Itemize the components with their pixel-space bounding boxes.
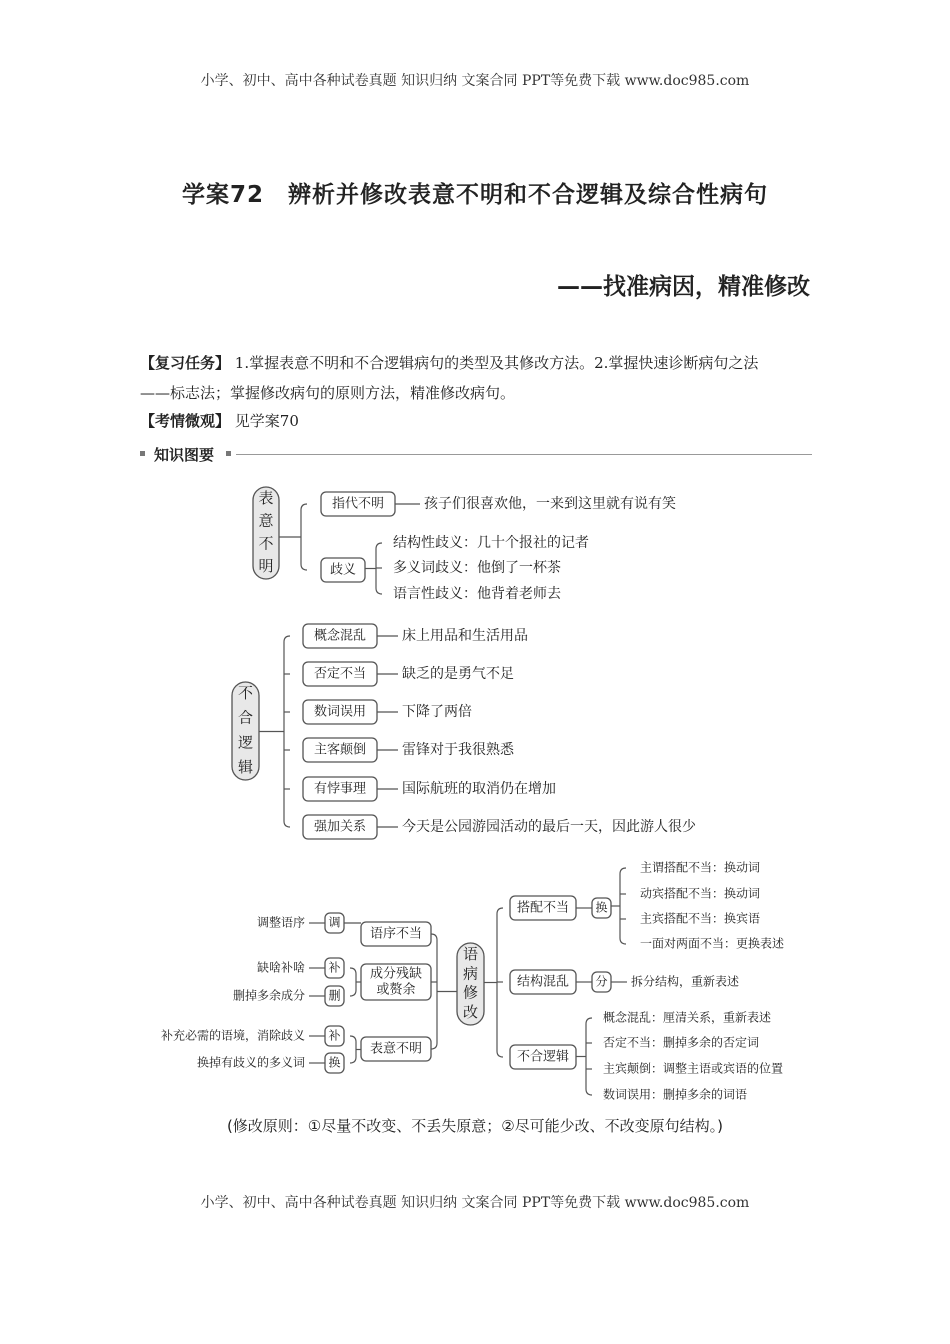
g2-item-text: 有悖事理 xyxy=(313,781,367,797)
g2-item-text: 强加关系 xyxy=(313,819,367,835)
connector-line xyxy=(350,1036,356,1063)
g3-action-text: 换 xyxy=(595,900,608,915)
g3-right-leaf: 拆分结构，重新表述 xyxy=(631,974,740,989)
connector-line xyxy=(620,868,626,944)
g3-action-text: 调 xyxy=(328,915,341,930)
g2-root-text: 合 xyxy=(237,708,254,727)
g3-center-text: 语 xyxy=(462,945,479,963)
g3-center-text: 病 xyxy=(462,964,479,983)
revision-principle: (修改原则：①尽量不改变、不丢失原意；②尽可能少改、不改变原句结构。) xyxy=(226,1117,724,1135)
section-label: 知识图要 xyxy=(154,446,215,464)
g3-left-group-text: 或赘余 xyxy=(376,982,416,998)
page-subtitle: ——找准病因，精准修改 xyxy=(557,274,810,300)
page-header: 小学、初中、高中各种试卷真题 知识归纳 文案合同 PPT等免费下载 www.doc985.com xyxy=(200,73,750,89)
g3-action-text: 换 xyxy=(328,1055,341,1070)
g3-right-group-text: 不合逻辑 xyxy=(516,1049,570,1065)
g3-left-group-text: 表意不明 xyxy=(369,1041,423,1057)
g1-branch2-text: 歧义 xyxy=(329,562,357,578)
review-line1: 1.掌握表意不明和不合逻辑病句的类型及其修改方法。2.掌握快速诊断病句之法 xyxy=(230,354,759,372)
g2-example: 缺乏的是勇气不足 xyxy=(402,666,514,682)
connector-line xyxy=(284,636,290,827)
g2-item-text: 数词误用 xyxy=(313,704,367,720)
g3-left-text: 删掉多余成分 xyxy=(232,988,305,1003)
g3-action-text: 补 xyxy=(328,960,341,975)
g2-root-text: 不 xyxy=(237,684,254,702)
g2-example: 国际航班的取消仍在增加 xyxy=(402,781,556,797)
review-tag: 【复习任务】 xyxy=(140,354,231,372)
g3-center-text: 改 xyxy=(462,1003,479,1021)
g3-right-leaf: 数词误用：删掉多余的词语 xyxy=(603,1087,748,1102)
g3-left-group-text: 语序不当 xyxy=(369,926,423,942)
page-title: 学案72 辨析并修改表意不明和不合逻辑及综合性病句 xyxy=(181,182,768,208)
g3-right-leaf: 主谓搭配不当：换动词 xyxy=(640,860,761,875)
g3-right-group-text: 搭配不当 xyxy=(516,900,570,916)
g1-root-text: 不 xyxy=(258,534,274,553)
g3-action-text: 删 xyxy=(328,988,341,1003)
g1-branch1-text: 指代不明 xyxy=(331,496,385,512)
g3-right-leaf: 概念混乱：厘清关系，重新表述 xyxy=(603,1010,772,1025)
connector-line xyxy=(301,504,307,570)
g1-leaf: 语言性歧义：他背着老师去 xyxy=(393,586,561,602)
exam-text: 见学案70 xyxy=(230,412,299,430)
g2-example: 雷锋对于我很熟悉 xyxy=(402,742,514,758)
g3-right-leaf: 一面对两面不当：更换表述 xyxy=(640,936,785,951)
g2-root-text: 辑 xyxy=(237,758,254,776)
g3-center-text: 修 xyxy=(462,983,479,1002)
g3-left-text: 补充必需的语境，消除歧义 xyxy=(160,1028,305,1043)
connector-line xyxy=(350,968,356,996)
g3-left-group-text: 成分残缺 xyxy=(369,966,423,982)
g1-root-text: 明 xyxy=(258,557,274,575)
g2-example: 床上用品和生活用品 xyxy=(402,628,528,644)
connector-line xyxy=(586,1018,592,1095)
g1-root-text: 意 xyxy=(258,511,274,530)
review-line2: ——标志法；掌握修改病句的原则方法，精准修改病句。 xyxy=(140,384,516,402)
g2-item-text: 概念混乱 xyxy=(313,628,367,644)
g3-left-text: 换掉有歧义的多义词 xyxy=(196,1055,305,1070)
page-footer: 小学、初中、高中各种试卷真题 知识归纳 文案合同 PPT等免费下载 www.doc985.com xyxy=(200,1195,750,1211)
exam-tag: 【考情微观】 xyxy=(140,412,231,430)
g2-example: 下降了两倍 xyxy=(402,704,472,720)
g3-left-text: 缺啥补啥 xyxy=(256,960,305,975)
g3-right-leaf: 动宾搭配不当：换动词 xyxy=(640,886,761,901)
g3-action-text: 分 xyxy=(595,974,608,989)
g3-right-leaf: 主宾颠倒：调整主语或宾语的位置 xyxy=(603,1061,784,1076)
g3-left-text: 调整语序 xyxy=(256,915,305,930)
g1-root-text: 表 xyxy=(258,489,274,507)
g2-item-text: 否定不当 xyxy=(313,666,367,682)
g2-item-text: 主客颠倒 xyxy=(313,742,367,758)
g3-right-leaf: 否定不当：删掉多余的否定词 xyxy=(603,1035,760,1050)
g2-root-text: 逻 xyxy=(237,733,254,752)
g3-right-group-text: 结构混乱 xyxy=(516,974,570,990)
g1-leaf: 结构性歧义：几十个报社的记者 xyxy=(393,535,589,551)
g1-leaf: 多义词歧义：他倒了一杯茶 xyxy=(393,560,561,576)
g2-example: 今天是公园游园活动的最后一天，因此游人很少 xyxy=(402,819,696,835)
g1-branch1-example: 孩子们很喜欢他，一来到这里就有说有笑 xyxy=(424,496,676,512)
g3-right-leaf: 主宾搭配不当：换宾语 xyxy=(640,911,761,926)
g3-action-text: 补 xyxy=(328,1028,341,1043)
connector-line xyxy=(431,934,437,1049)
